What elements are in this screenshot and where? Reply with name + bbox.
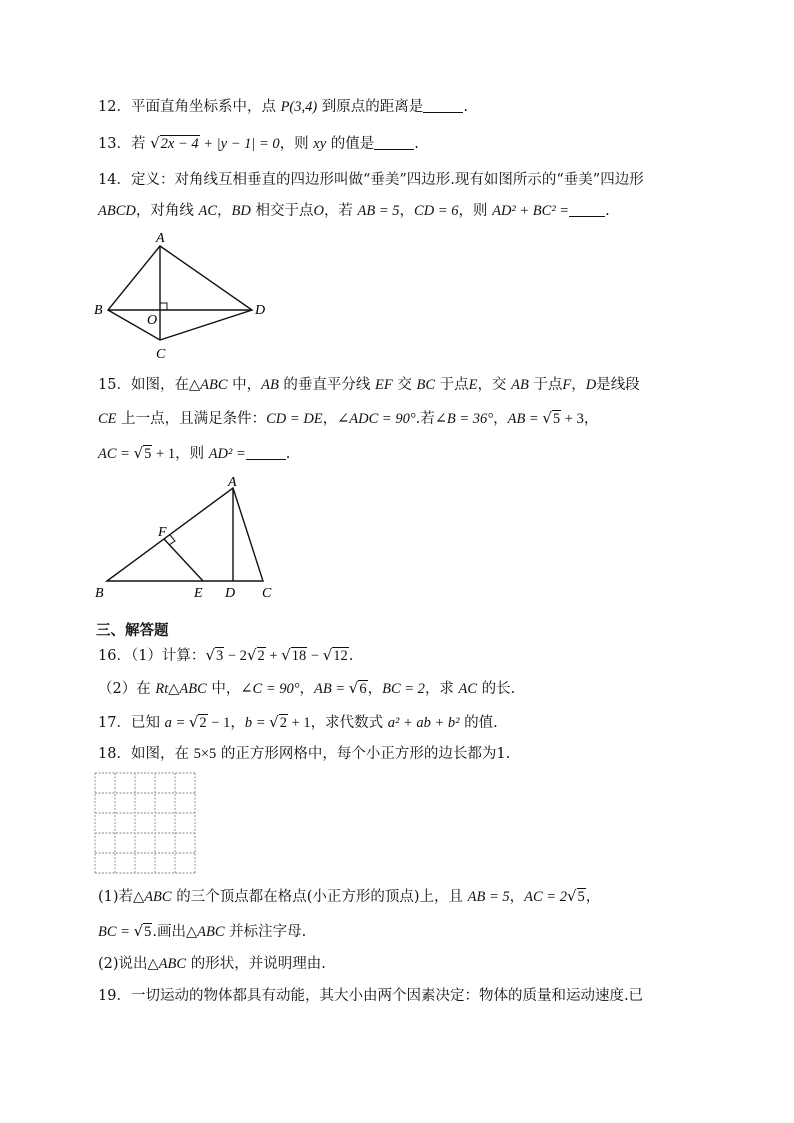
q16-part2: （2）在 Rt△ABC 中，∠C = 90°，AB = √6，BC = 2，求 AC 的长. bbox=[98, 679, 516, 697]
q14-line2: ABCD，对角线 AC，BD 相交于点O，若 AB = 5，CD = 6，则 AD² + BC² = . bbox=[98, 203, 610, 219]
label-c: C bbox=[156, 347, 166, 362]
q18-part1-line2: BC = √5.画出△ABC 并标注字母. bbox=[98, 922, 307, 940]
answer-blank[interactable] bbox=[423, 98, 463, 113]
label-b: B bbox=[94, 303, 103, 318]
q15-line2: CE 上一点，且满足条件：CD = DE，∠ADC = 90°.若∠B = 36°，AB = √5 + 3， bbox=[98, 409, 599, 427]
q19: 19．一切运动的物体都具有动能，其大小由两个因素决定：物体的质量和运动速度.已 bbox=[98, 988, 644, 1004]
grid-figure bbox=[94, 772, 198, 876]
q15-figure bbox=[92, 474, 292, 604]
answer-blank[interactable] bbox=[246, 445, 286, 460]
label-d: D bbox=[225, 586, 236, 601]
triangle-abc bbox=[107, 488, 263, 581]
label-c: C bbox=[262, 586, 272, 601]
right-angle-mark bbox=[160, 303, 167, 310]
q15-line1: 15．如图，在△ABC 中，AB 的垂直平分线 EF 交 BC 于点E，交 AB 于点F，D是线段 bbox=[98, 377, 640, 393]
q18: 18．如图，在 5×5 的正方形网格中，每个小正方形的边长都为1. bbox=[98, 746, 511, 762]
label-f: F bbox=[158, 525, 167, 540]
label-b: B bbox=[95, 586, 104, 601]
section-heading: 三、解答题 bbox=[96, 623, 169, 639]
label-a: A bbox=[228, 475, 237, 490]
right-angle-mark bbox=[169, 535, 175, 545]
q18-part1-line1: (1)若△ABC 的三个顶点都在格点(小正方形的顶点)上，且 AB = 5，AC = 2√5， bbox=[98, 887, 601, 905]
q17: 17．已知 a = √2 − 1，b = √2 + 1，求代数式 a² + ab + b² 的值. bbox=[98, 713, 498, 731]
label-o: O bbox=[147, 313, 158, 328]
q16-part1: 16．（1）计算：√3 − 2√2 + √18 − √12. bbox=[98, 646, 354, 664]
q14-line1: 14．定义：对角线互相垂直的四边形叫做“垂美”四边形.现有如图所示的“垂美”四边形 bbox=[98, 172, 644, 188]
quadrilateral-abcd bbox=[108, 246, 252, 340]
label-e: E bbox=[194, 586, 203, 601]
segment-fe bbox=[164, 539, 203, 581]
answer-blank[interactable] bbox=[374, 135, 414, 150]
q15-line3: AC = √5 + 1，则 AD² = . bbox=[98, 444, 291, 462]
q13: 13．若 √2x − 4 + |y − 1| = 0，则 xy 的值是 . bbox=[98, 134, 419, 152]
q12: 12．平面直角坐标系中，点 P(3,4) 到原点的距离是 . bbox=[98, 99, 468, 115]
q18-part2: (2)说出△ABC 的形状，并说明理由. bbox=[98, 956, 326, 972]
radical-sign: √ bbox=[150, 134, 160, 152]
q14-figure bbox=[90, 228, 290, 368]
label-d: D bbox=[255, 303, 266, 318]
label-a: A bbox=[156, 231, 165, 246]
answer-blank[interactable] bbox=[569, 202, 605, 217]
